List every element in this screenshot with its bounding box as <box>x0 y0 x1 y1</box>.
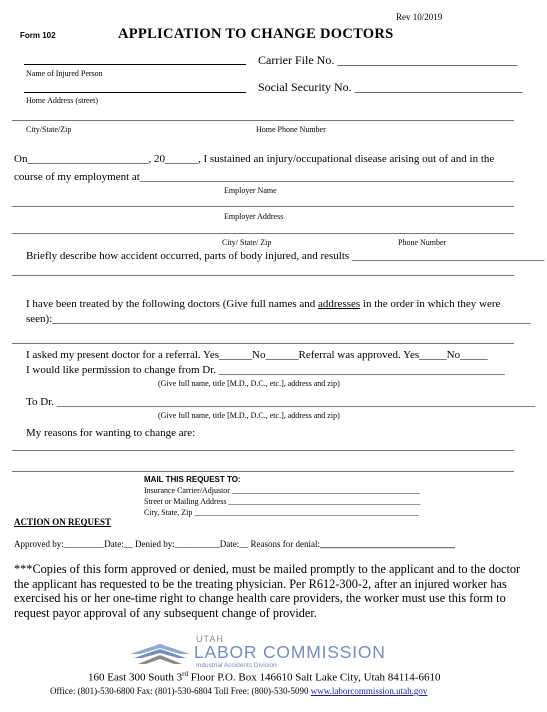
approval-line[interactable] <box>14 539 455 549</box>
reasons-label: My reasons for wanting to change are: <box>26 427 196 439</box>
contact-numbers: Office: (801)-530-6800 Fax: (801)-530-6804 Toll Free: (800)-530-5090 <box>50 686 311 696</box>
action-heading: ACTION ON REQUEST <box>14 517 112 527</box>
employer-city-label: City/ State/ Zip <box>222 238 272 247</box>
reasons-field-1[interactable] <box>12 450 514 451</box>
logo-name: LABOR COMMISSION <box>194 642 386 662</box>
utah-mountain-icon <box>130 642 190 670</box>
address-part-a: 160 East 300 South 3 <box>88 671 183 684</box>
mail-city-field[interactable]: City, State, Zip ________________________________________________________ <box>144 508 419 517</box>
denial-reason-blank[interactable]: ______________________________ <box>319 539 455 549</box>
logo-division: Industrial Accidents Division <box>196 662 277 669</box>
to-doctor-field[interactable]: To Dr. _______________________________________________________________________________________ <box>26 396 536 408</box>
form-number: Form 102 <box>20 31 56 40</box>
treated-doctors-extra-line[interactable] <box>12 343 514 344</box>
carrier-file-field[interactable]: Carrier File No. ______________________________ <box>258 53 518 67</box>
treated-text-a: I have been treated by the following doctors (Give full names and <box>26 298 319 310</box>
carrier-adjustor-field[interactable]: Insurance Carrier/Adjustor _______________________________________________ <box>144 486 420 495</box>
copies-notice: ***Copies of this form approved or denied, must be mailed promptly to the applicant and to the doctor the applicant has requested to be the treating physician. Per R612-300-2, after an injured worker has exercised his or her one-time right to change health care providers, the worker must use this form to request payor approval of any subsequent change of provider. <box>14 562 521 620</box>
accident-description-field[interactable] <box>12 275 514 276</box>
mail-heading: MAIL THIS REQUEST TO: <box>144 475 241 484</box>
treated-doctors-line <box>26 298 500 310</box>
mailing-address-field[interactable]: Street or Mailing Address ________________________________________________ <box>144 497 421 506</box>
employer-name-label: Employer Name <box>224 186 277 195</box>
footer-contact <box>50 686 427 696</box>
accident-description-line[interactable]: Briefly describe how accident occurred, parts of body injured, and results ___________________________________ <box>26 250 545 262</box>
name-field[interactable] <box>24 64 246 65</box>
ssn-field[interactable]: Social Security No. ____________________________ <box>258 80 523 94</box>
employer-phone-label: Phone Number <box>398 238 447 247</box>
revision-label: Rev 10/2019 <box>396 12 443 22</box>
employer-address-field[interactable] <box>12 206 514 207</box>
footer-address <box>88 670 440 684</box>
home-phone-label: Home Phone Number <box>256 125 326 134</box>
labor-commission-logo <box>130 634 390 674</box>
treated-text-addresses: addresses <box>318 298 361 310</box>
treated-text-c: in the order in which they were <box>360 298 501 310</box>
employer-city-field[interactable] <box>12 233 514 234</box>
employer-line[interactable]: course of my employment at____________________________________________________________________ <box>14 171 514 183</box>
city-phone-field[interactable] <box>12 120 514 121</box>
change-from-doctor-field[interactable]: I would like permission to change from Dr. ____________________________________________________ <box>26 364 505 376</box>
employer-address-label: Employer Address <box>224 212 284 221</box>
change-from-hint: (Give full name, title [M.D., D.C., etc.], address and zip) <box>158 379 340 388</box>
website-link[interactable]: www.laborcommission.utah.gov <box>310 686 428 696</box>
injury-date-line[interactable]: On______________________, 20______, I sustained an injury/occupational disease arising out of and in the <box>14 153 495 165</box>
home-address-label: Home Address (street) <box>26 96 98 105</box>
name-label: Name of Injured Person <box>26 69 103 78</box>
treated-doctors-field[interactable]: seen):_______________________________________________________________________________________ <box>26 313 531 325</box>
reasons-field-2[interactable] <box>12 471 514 472</box>
home-address-field[interactable] <box>24 92 246 93</box>
to-doctor-hint: (Give full name, title [M.D., D.C., etc.], address and zip) <box>158 411 340 420</box>
address-part-b: Floor P.O. Box 146610 Salt Lake City, Utah 84114-6610 <box>187 671 441 684</box>
logo-state: UTAH <box>196 634 224 644</box>
city-state-zip-label: City/State/Zip <box>26 125 72 134</box>
referral-line[interactable]: I asked my present doctor for a referral. Yes______No______Referral was approved. Yes_____No_____ <box>26 349 488 361</box>
address-sup: rd <box>182 670 188 678</box>
form-title: APPLICATION TO CHANGE DOCTORS <box>118 26 394 42</box>
approval-text: Approved by:_________Date:__ Denied by:__________Date:__ Reasons for denial: <box>14 539 320 549</box>
